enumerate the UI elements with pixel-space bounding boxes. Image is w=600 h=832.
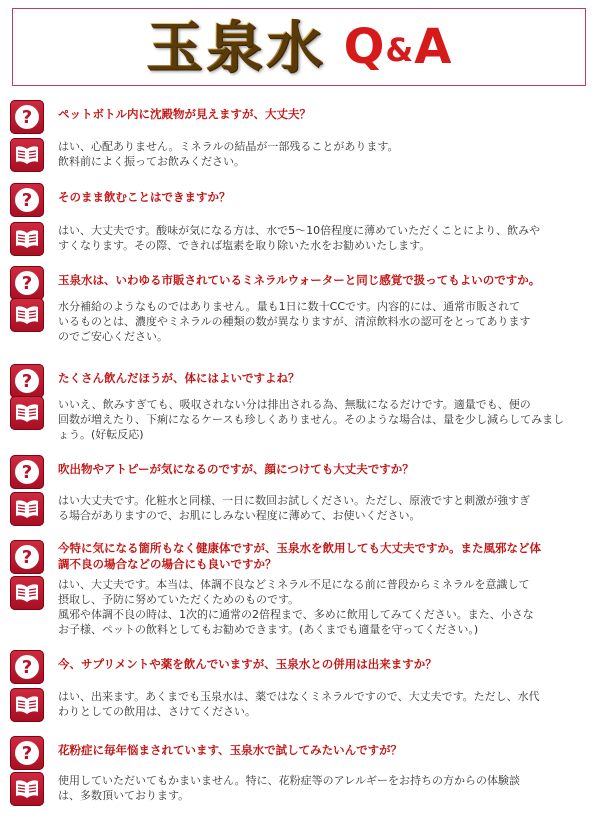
faq-answer <box>10 772 588 806</box>
text-line: はい、大丈夫です。酸味が気になる方は、水で5〜10倍程度に薄めていただくことにより、飲みや <box>58 224 541 237</box>
question-icon: ? <box>10 364 44 398</box>
question-icon: ? <box>10 650 44 684</box>
text-line: 玉泉水は、いわゆる市販されているミネラルウォーターと同じ感覚で扱ってもよいのですか。 <box>58 273 541 287</box>
faq-question <box>10 540 588 574</box>
question-text <box>58 736 588 770</box>
question-icon: ? <box>10 540 44 574</box>
faq-question <box>10 736 588 770</box>
text-line: たくさん飲んだほうが、体にはよいですよね？ <box>58 371 300 385</box>
answer-text <box>58 222 588 256</box>
text-line: 使用していただいてもかまいません。特に、花粉症等のアレルギーをお持ちの方からの体験談 <box>58 774 520 787</box>
text-line: そのまま飲むことはできますか？ <box>58 190 231 204</box>
text-line: 花粉症に毎年悩まされています、玉泉水で試してみたいんですが？ <box>58 743 403 757</box>
question-icon: ? <box>10 183 44 217</box>
text-line: 水分補給のようなものではありません。量も1日に数十CCです。内容的には、通常市販されて <box>58 300 521 313</box>
qa-title-a: A <box>414 19 453 75</box>
text-line: ペットボトル内に沈殿物が見えますが、大丈夫？ <box>58 107 311 121</box>
text-line: は、多数頂いております。 <box>58 789 190 802</box>
text-line: 摂取し、予防に努めていただくためのものです。 <box>58 593 300 606</box>
text-line: ょう。(好転反応) <box>58 428 144 441</box>
faq-question <box>10 100 588 134</box>
answer-text <box>58 298 588 344</box>
text-line: 今、サプリメントや薬を飲んでいますが、玉泉水との併用は出来ますか？ <box>58 657 437 671</box>
text-line: はい、出来ます。あくまでも玉泉水は、薬ではなくミネラルですので、大丈夫です。ただし、水代 <box>58 690 540 703</box>
faq-question <box>10 650 588 684</box>
answer-text <box>58 396 588 442</box>
answer-text <box>58 688 588 722</box>
qa-title-q: Q <box>343 19 386 75</box>
faq-question <box>10 455 588 489</box>
faq-question <box>10 266 588 300</box>
answer-text <box>58 492 588 526</box>
answer-text <box>58 138 588 172</box>
faq-answer <box>10 138 588 172</box>
question-text <box>58 364 588 398</box>
qa-title-amp: & <box>385 31 415 69</box>
text-line: 調不良の場合などの場合にも良いですか？ <box>58 557 277 571</box>
text-line: 吹出物やアトピーが気になるのですが、顔につけても大丈夫ですか？ <box>58 462 414 476</box>
answer-text <box>58 772 588 806</box>
page-header <box>12 8 586 86</box>
text-line: る場合がありますので、お肌にしみない程度に薄めて、お使いください。 <box>58 509 421 522</box>
text-line: いるものとは、濃度やミネラルの種類の数が異なりますが、清涼飲料水の認可をとってあります <box>58 315 531 328</box>
text-line: わりとしての飲用は、さけてください。 <box>58 705 256 718</box>
text-line: 風邪や体調不良の時は、1次的に通常の2倍程まで、多めに飲用してみてください。また、小さな <box>58 608 534 621</box>
faq-answer <box>10 222 588 256</box>
qa-title <box>343 19 453 75</box>
open-book-icon <box>10 688 44 722</box>
faq-question <box>10 364 588 398</box>
open-book-icon <box>10 222 44 256</box>
page-title: 玉泉水 <box>145 14 326 80</box>
text-line: はい、大丈夫です。本当は、体調不良などミネラル不足になる前に普段からミネラルを意識して <box>58 578 530 591</box>
question-icon: ? <box>10 736 44 770</box>
question-text <box>58 650 588 684</box>
question-text <box>58 100 588 134</box>
question-text <box>58 183 588 217</box>
question-text <box>58 266 588 300</box>
open-book-icon <box>10 492 44 526</box>
open-book-icon <box>10 772 44 806</box>
faq-answer <box>10 688 588 722</box>
answer-text <box>58 576 588 637</box>
question-icon: ? <box>10 455 44 489</box>
text-line: いいえ、飲みすぎても、吸収されない分は排出される為、無駄になるだけです。適量でも、便の <box>58 398 531 411</box>
open-book-icon <box>10 396 44 430</box>
faq-answer <box>10 298 588 344</box>
text-line: すくなります。その際、できれば塩素を取り除いた水をお勧めいたします。 <box>58 239 431 252</box>
question-text <box>58 455 588 489</box>
text-line: はい大丈夫です。化粧水と同様、一日に数回お試しください。ただし、原液ですと刺激が強すぎ <box>58 494 531 507</box>
question-icon: ? <box>10 266 44 300</box>
faq-question <box>10 183 588 217</box>
open-book-icon <box>10 138 44 172</box>
question-icon: ? <box>10 100 44 134</box>
open-book-icon <box>10 298 44 332</box>
open-book-icon <box>10 576 44 610</box>
faq-answer <box>10 576 588 637</box>
text-line: のでご安心ください。 <box>58 330 168 343</box>
text-line: 回数が増えたり、下痢になるケースも珍しくありません。そのような場合は、量を少し減らしてみまし <box>58 413 565 426</box>
text-line: 飲料前によく振ってお飲みください。 <box>58 155 245 168</box>
text-line: お子様、ペットの飲料としてもお勧めできます。(あくまでも適量を守ってください。) <box>58 623 479 636</box>
question-text <box>58 540 588 574</box>
text-line: 今特に気になる箇所もなく健康体ですが、玉泉水を飲用しても大丈夫ですか。また風邪など体 <box>58 541 541 555</box>
faq-answer <box>10 492 588 526</box>
faq-answer <box>10 396 588 442</box>
text-line: はい、心配ありません。ミネラルの結晶が一部残ることがあります。 <box>58 140 399 153</box>
